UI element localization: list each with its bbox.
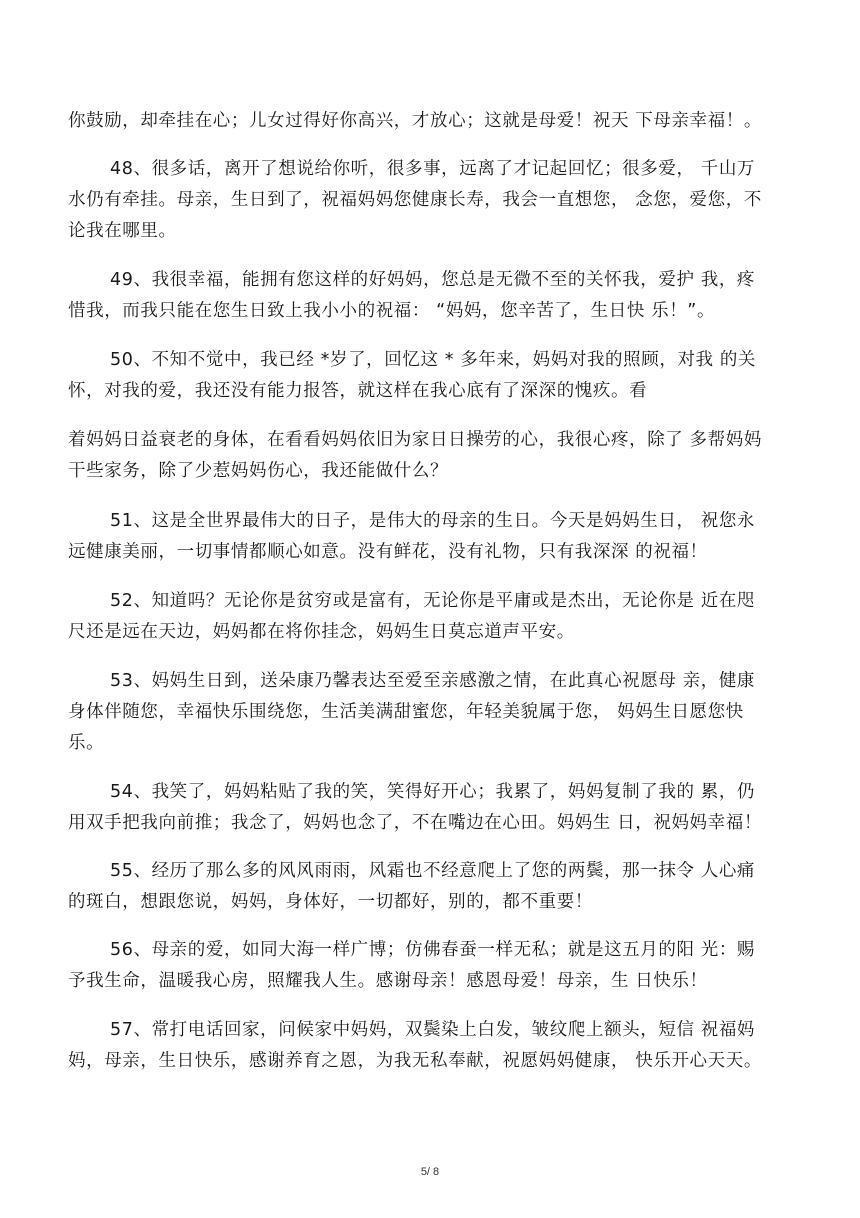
page-number: 5/ 8 — [420, 1166, 440, 1178]
paragraph-54: 54、我笑了，妈妈粘贴了我的笑，笑得好开心；我累了，妈妈复制了我的 累，仍用双手把我向前推；我念了，妈妈也念了，不在嘴边在心田。妈妈生 日，祝妈妈幸福！ — [68, 782, 762, 833]
paragraph-continuation: 你鼓励，却牵挂在心；儿女过得好你高兴，才放心；这就是母爱！祝天 下母亲幸福！。 — [68, 111, 762, 131]
paragraph-50: 50、不知不觉中，我已经 *岁了，回忆这 * 多年来，妈妈对我的照顾，对我 的关怀，对我的爱，我还没有能力报答，就这样在我心底有了深深的愧疚。看 — [68, 350, 757, 401]
paragraph-50-continuation: 着妈妈日益衰老的身体，在看看妈妈依旧为家日日操劳的心，我很心疼，除了 多帮妈妈干些家务，除了少惹妈妈伤心，我还能做什么？ — [68, 430, 762, 481]
paragraph-52: 52、知道吗？无论你是贫穷或是富有，无论你是平庸或是杰出，无论你是 近在咫尺还是远在天边，妈妈都在将你挂念，妈妈生日莫忘道声平安。 — [68, 591, 756, 642]
paragraph-51: 51、这是全世界最伟大的日子，是伟大的母亲的生日。今天是妈妈生日， 祝您永远健康美丽，一切事情都顺心如意。没有鲜花，没有礼物，只有我深深 的祝福！ — [68, 511, 756, 562]
paragraph-49: 49、我很幸福，能拥有您这样的好妈妈，您总是无微不至的关怀我，爱护 我，疼惜我，而我只能在您生日致上我小小的祝福： “妈妈，您辛苦了，生日快 乐！”。 — [68, 270, 756, 321]
paragraph-48: 48、很多话，离开了想说给你听，很多事，远离了才记起回忆；很多爱， 千山万水仍有牵挂。母亲，生日到了，祝福妈妈您健康长寿，我会一直想您， 念您，爱您，不论我在哪里。 — [68, 159, 762, 241]
paragraph-53: 53、妈妈生日到，送朵康乃馨表达至爱至亲感激之情，在此真心祝愿母 亲，健康身体伴随您，幸福快乐围绕您，生活美满甜蜜您，年轻美貌属于您， 妈妈生日愿您快乐。 — [68, 671, 756, 753]
paragraph-57: 57、常打电话回家，问候家中妈妈，双鬓染上白发，皱纹爬上额头，短信 祝福妈妈，母亲，生日快乐，感谢养育之恩，为我无私奉献，祝愿妈妈健康， 快乐开心天天。 — [68, 1020, 762, 1071]
paragraph-55: 55、经历了那么多的风风雨雨，风霜也不经意爬上了您的两鬓，那一抹令 人心痛的斑白，想跟您说，妈妈，身体好，一切都好，别的，都不重要！ — [68, 861, 756, 912]
paragraph-56: 56、母亲的爱，如同大海一样广博；仿佛春蚕一样无私；就是这五月的阳 光：赐予我生命，温暖我心房，照耀我人生。感谢母亲！感恩母爱！母亲，生 日快乐！ — [68, 940, 756, 991]
